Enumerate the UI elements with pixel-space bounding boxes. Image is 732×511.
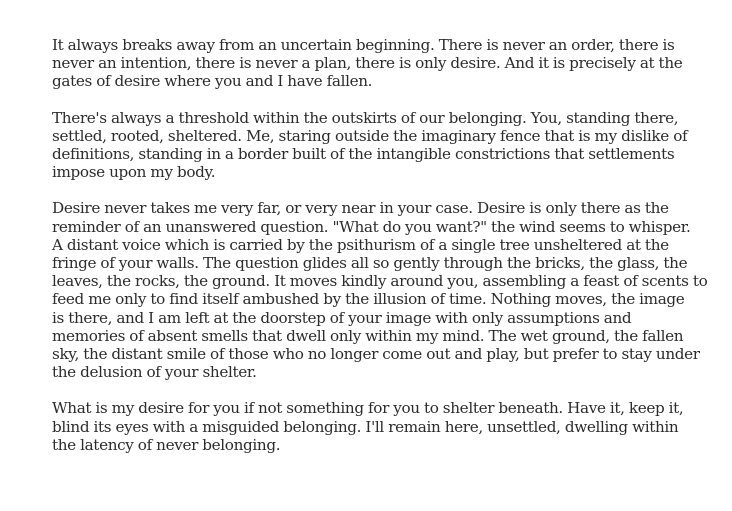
text-line: There's always a threshold within the outskirts of our belonging. You, standing there, (52, 108, 679, 127)
text-line: the latency of never belonging. (52, 435, 281, 454)
text-line: the delusion of your shelter. (52, 363, 257, 382)
text-line: Desire never takes me very far, or very near in your case. Desire is only there as the (52, 199, 669, 218)
text-line: reminder of an unanswered question. "What do you want?" the wind seems to whisper. (52, 217, 691, 236)
text-line: definitions, standing in a border built of the intangible constrictions that settlements (52, 145, 675, 164)
paragraph-1 (52, 36, 692, 91)
text-line: leaves, the rocks, the ground. It moves kindly around you, assembling a feast of scents to (52, 272, 708, 291)
text-line: What is my desire for you if not something for you to shelter beneath. Have it, keep it, (52, 399, 684, 418)
text-line: settled, rooted, sheltered. Me, staring outside the imaginary fence that is my dislike of (52, 126, 688, 145)
paragraph-2 (52, 109, 692, 182)
text-line: blind its eyes with a misguided belonging. I'll remain here, unsettled, dwelling within (52, 417, 679, 436)
paragraph-3 (52, 199, 708, 382)
text-line: memories of absent smells that dwell only within my mind. The wet ground, the fallen (52, 326, 684, 345)
text-line: sky, the distant smile of those who no longer come out and play, but prefer to stay under (52, 345, 700, 364)
document-body (52, 36, 708, 472)
text-line: gates of desire where you and I have fallen. (52, 72, 373, 91)
text-line: It always breaks away from an uncertain beginning. There is never an order, there is (52, 36, 675, 54)
text-line: fringe of your walls. The question glides all so gently through the bricks, the glass, the (52, 254, 688, 273)
text-line: is there, and I am left at the doorstep of your image with only assumptions and (52, 308, 632, 327)
text-line: A distant voice which is carried by the psithurism of a single tree unsheltered at the (52, 235, 669, 254)
text-line: feed me only to find itself ambushed by the illusion of time. Nothing moves, the image (52, 290, 685, 309)
paragraph-4 (52, 399, 692, 454)
text-line: never an intention, there is never a plan, there is only desire. And it is precisely at the (52, 54, 683, 73)
text-line: impose upon my body. (52, 163, 216, 182)
